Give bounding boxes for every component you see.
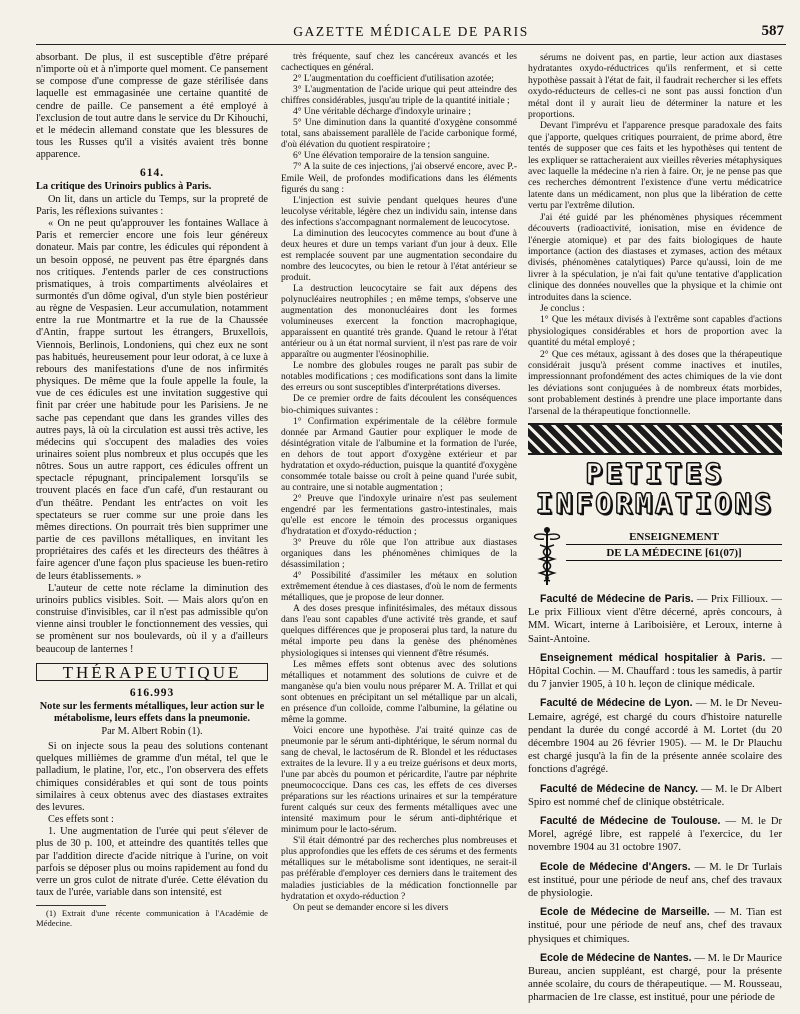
paragraph: On lit, dans un article du Temps, sur la propreté de Paris, les réflexions suivantes : xyxy=(36,193,268,217)
info-item xyxy=(528,652,782,692)
info-item xyxy=(528,815,782,855)
info-text: — M. le Dr Turlais est institué, pour une période de neuf ans, chef des travaux de physiologie. xyxy=(528,861,782,900)
banner-title-line2: INFORMATIONS xyxy=(535,487,775,520)
paragraph: De ce premier ordre de faits découlent les conséquences bio-chimiques suivantes : xyxy=(281,394,517,416)
info-heading: Faculté de Médecine de Toulouse. xyxy=(540,815,721,828)
paragraph: 1° Confirmation expérimentale de la célèbre formule donnée par Armand Gautier pour expliquer le mode de désintégration vitale de l'albumine et la formation de l'urée, en dehors de tout apport d'oxygène extérieur et par hydratation et oxydo-réduction, puisque la quantité d'oxygène consommée totale baisse ou croît à peine quand l'urée subit, au contraire, une si notable augmentation ; xyxy=(281,416,517,493)
paragraph: Je conclus : xyxy=(540,302,585,314)
decorative-border-top xyxy=(528,423,782,455)
paragraph: 3° Preuve du rôle que l'on attribue aux diastases organiques dans les phénomènes chimiques de la désassimilation ; xyxy=(281,538,517,571)
paragraph: sérums ne doivent pas, en partie, leur action aux diastases hydratantes oxydo-réductrices qu'ils renferment, et si cette hypothèse passait à l'état de fait, il faudrait rechercher si les effets oxydo-réducteurs de celles-ci ne sont pas aussi fonction d'un métal dont il y aurait lieu de déterminer la nature et les proportions. xyxy=(528,52,782,121)
info-item xyxy=(528,952,782,1005)
footnote-rule xyxy=(36,905,106,906)
info-text: — Hôpital Cochin. — M. Chauffard : tous les samedis, à partir du 7 janvier 1905, à 10 h. leçon de clinique médicale. xyxy=(528,652,782,691)
paragraph: 4° Une véritable décharge d'indoxyle urinaire ; xyxy=(293,107,471,118)
paragraph: très fréquente, sauf chez les cancéreux avancés et les cachectiques en général. xyxy=(281,52,517,74)
paragraph: 2° L'augmentation du coefficient d'utilisation azotée; xyxy=(293,74,494,85)
section-heading: La critique des Urinoirs publics à Paris. xyxy=(36,180,212,192)
paragraph: Si on injecte sous la peau des solutions contenant quelques millièmes de gramme d'un métal, tel que le palladium, le platine, l'or, etc., l'on observera des effets chimiques considérables et qui sont de tous points similaires à ceux obtenus avec des diastases extraites des levures. xyxy=(36,741,268,813)
banner-title-line1: PETITES xyxy=(585,457,725,490)
paragraph: 6° Une élévation temporaire de la tension sanguine. xyxy=(293,151,490,162)
paragraph: « On ne peut qu'approuver les fontaines Wallace à Paris et remercier encore une fois leur généreux donateur. Mais par contre, les édicules qui répondent à un besoin opposé, ne peuvent pas être épargnés dans nos critiques. J'entends parler de ces constructions prismatiques, à trois compartiments alvéolaires et surmontés d'un dôme ogival, d'un style bien postérieur au règne de Vespasien. Leur accumulation, notamment entre la rue Montmartre et la rue de la Chaussée d'Antin, frappe surtout les étrangers, Bruxellois, Viennois, Berlinois, Londoniens, qui chez eux ne sont pas habitués, heureusement pour leur odorat, à ce luxe à rebours des manifestations d'une de nos infirmités physiques. De même que la foule appelle la foule, la vue de ces édicules est une invitation suggestive qui finit par créer une habitude pour les Parisiens. Je ne sache pas cependant que dans les grandes villes des autres pays, là où la circulation est aussi très active, les médecins qui s'occupent des maladies des voies urinaires soient plus nombreux et plus occupés que les nôtres. Sous un autre rapport, ces édicules offrent un spectacle répugnant, principalement lorsqu'ils se trouvent placés en face d'un café, d'un restaurant ou d'un théâtre. Pendant les entr'actes on voit les spectateurs se ruer comme sur une proie dans les mêmes directions. On pourrait très bien supprimer une partie de ces pavillons métalliques, en invitant les propriétaires des cafés et les directeurs des théâtres à faire agencer d'une façon plus spacieuse les buen-retiro de leurs établissements. » xyxy=(36,218,268,582)
caduceus-icon xyxy=(528,525,566,587)
enseignement-title xyxy=(566,525,782,561)
page-header xyxy=(36,22,786,45)
paragraph: Les mêmes effets sont obtenus avec des solutions métalliques et notamment des solutions de cuivre et de manganèse qu'a bien voulu nous préparer M. A. Trillat et qui sont obtenues en précipitant un sel métallique par un alcali, en présence d'un colloïde, comme l'albumine, la gélatine ou même la gomme. xyxy=(281,659,517,725)
paragraph: Ces effets sont : xyxy=(48,814,114,826)
info-heading: Ecole de Médecine de Marseille. xyxy=(540,906,710,919)
info-heading: Faculté de Médecine de Paris. xyxy=(540,593,694,605)
info-text: — M. le Dr Neveu-Lemaire, agrégé, est chargé du cours d'histoire naturelle pendant la durée du congé accordé à M. Lortet (du 20 décembre 1904 au 26 février 1905). — M. le Dr Plauchu est chargé jusqu'à la fin de la présente année scolaire des fonctions d'agrégé. xyxy=(528,698,782,776)
info-text: — M. le Dr Morel, agrégé libre, est rappelé à l'exercice, du 1er novembre 1904 au 31 octobre 1907. xyxy=(528,816,782,854)
paragraph: La destruction leucocytaire se fait aux dépens des polynucléaires neutrophiles ; en même temps, s'observe une augmentation des mononucléaires dont les formes volumineuses exercent la fonction macrophagique, apparaissent en quantité très grande. Quand le retour à l'état antérieur ou à un état normal survient, il n'est pas rare de voir apparaître ou augmenter l'éosinophilie. xyxy=(281,283,517,361)
paragraph: A des doses presque infinitésimales, des métaux dissous dans l'eau sont capables d'une activité très grande, et sauf quelques différences que je proposerai plus tard, la nature du métal importe peu dans la genèse des phénomènes physiologiques si intenses qui viennent d'être résumés. xyxy=(281,604,517,659)
section-number: 614. xyxy=(139,167,165,180)
info-item xyxy=(528,906,782,946)
paragraph: Le nombre des globules rouges ne paraît pas subir de notables modifications ; ces modifications sont dans la limite des erreurs ou sont susceptibles d'interprétations diverses. xyxy=(281,361,517,394)
paragraph: J'ai été guidé par les phénomènes physiques récemment découverts (radioactivité, ionisation, mise en évidence de l'énergie atomique) et par des faits biologiques de haute importance (action des diastases et zymases, action des métaux divisés, phénomènes catalytiques) Parce qu'aussi, loin de me livrer à la spéculation, je n'ai fait qu'une tentative d'application clinique des données nouvelles que la physique et la chimie ont introduites dans la science. xyxy=(528,211,782,303)
enseignement-line1: ENSEIGNEMENT xyxy=(566,531,782,545)
article-continuation xyxy=(528,52,782,417)
page-number: 587 xyxy=(761,23,784,39)
column-right xyxy=(528,52,782,1008)
enseignement-header xyxy=(528,525,782,587)
article-title: Note sur les ferments métalliques, leur action sur le métabolisme, leurs effets dans la pneumonie. xyxy=(39,700,265,724)
info-heading: Enseignement médical hospitalier à Paris. xyxy=(540,651,766,664)
paragraph: S'il était démontré par des recherches plus nombreuses et plus approfondies que les effets de ces sérums et des ferments métalliques sur le métabolisme sont identiques, ne serait-il pas préférable d'employer ces derniers dans le traitement des maladies justiciables de la médication fonctionnelle par hydratation et oxydo-réduction ? xyxy=(281,836,517,902)
paragraph: Devant l'imprévu et l'apparence presque paradoxale des faits que j'apporte, quelques critiques pourraient, de prime abord, être tentés de supposer que ces faits et les hypothèses qui tentent de les expliquer se rattacheraient aux vieilles rêveries métaphysiques avec laquelle la médecine n'a rien à faire. Or, je ne pense pas que ces recherches démontrent l'existence d'une vertu médicatrice latente dans un médicament, non plus que la libération de cette vertu par l'extrême dilution. xyxy=(528,120,782,212)
info-heading: Faculté de Médecine de Lyon. xyxy=(540,697,693,710)
paragraph: 1. Une augmentation de l'urée qui peut s'élever de plus de 30 p. 100, et atteindre des quantités telles que par l'addition directe d'acide nitrique à l'urine, on voit parfois se déposer plus ou moins rapidement au fond du verre un gros culot de nitrate d'urée. Cette élévation du taux de l'urée, variable dans son intensité, est xyxy=(36,826,268,898)
info-item xyxy=(528,861,782,901)
footnote: (1) Extrait d'une récente communication à l'Académie de Médecine. xyxy=(36,908,268,929)
info-heading: Faculté de Médecine de Nancy. xyxy=(540,782,699,795)
info-heading: Ecole de Médecine de Nantes. xyxy=(540,951,692,964)
info-text: — Prix Fillioux. — Le prix Fillioux vient d'être décerné, après concours, à MM. Wicart, interne à Lariboisière, et Leroux, interne à Saint-Antoine. xyxy=(528,594,782,645)
info-item xyxy=(528,593,782,646)
article-number: 616.993 xyxy=(129,686,175,699)
paragraph: La diminution des leucocytes commence au bout d'une à deux heures et dure un temps variant d'un jour à deux. Elle est remplacée souvent par une augmentation secondaire du nombre des leucocytes, ou bien le retour à l'état antérieur se produit. xyxy=(281,228,517,283)
article-author: Par M. Albert Robin (1). xyxy=(101,725,203,737)
rubric-box: THÉRAPEUTIQUE xyxy=(36,663,268,681)
info-text: — M. le Dr Maurice Bureau, ancien suppléant, est chargé, pour la présente année scolaire, du cours de thérapeutique. — M. Rousseau, pharmacien de 1re classe, est institué, pour une période de xyxy=(528,952,782,1004)
paragraph: 4° Possibilité d'assimiler les métaux en solution extrêmement étendue à ces diastases, d'où le nom de ferments métalliques, que je propose de leur donner. xyxy=(281,571,517,604)
paragraph: Voici encore une hypothèse. J'ai traité quinze cas de pneumonie par le sérum anti-diphtérique, le sérum normal du sang de cheval, le lactosérum de R. Blondel et les réductases extraites de la levure. Il y a eu treize guérisons et deux morts, l'une par abcès du poumon et péricardite, l'autre par néphrite pneumococcique. Dans ces cas, les effets de ces diverses préparations sur les réactions urinaires et sur la température furent calqués sur ceux des ferments métalliques avec une intensité maximum pour le sérum anti-diphtérique et minimum pour le lacto-sérum. xyxy=(281,725,517,836)
paragraph: 1° Que les métaux divisés à l'extrême sont capables d'actions physiologiques considérables et hors de proportion avec la quantité du métal employé ; xyxy=(528,314,782,349)
journal-title: GAZETTE MÉDICALE DE PARIS xyxy=(293,24,529,39)
info-text: — M. le Dr Albert Spiro est nommé chef de clinique obstétricale. xyxy=(528,783,782,808)
paragraph: On peut se demander encore si les divers xyxy=(293,902,449,913)
column-middle xyxy=(281,52,517,1008)
enseignement-line2: DE LA MÉDECINE [61(07)] xyxy=(566,545,782,561)
paragraph: 2° Que ces métaux, agissant à des doses que la thérapeutique considérait jusqu'à présent comme inactives et inutiles, impressionnant profondément des actes chimiques de la vie dont les déviations sont conjuguées à de nombreux états morbides, sont probablement destinés à prendre une place importante dans l'arsenal de la thérapeutique fonctionnelle. xyxy=(528,348,782,417)
column-left xyxy=(36,52,268,1008)
info-item xyxy=(528,697,782,776)
paragraph: 5° Une diminution dans la quantité d'oxygène consommé total, sans abaissement parallèle de l'acide carbonique formé, d'où élévation du quotient respiratoire ; xyxy=(281,118,517,151)
paragraph: 7° A la suite de ces injections, j'ai observé encore, avec P.-Emile Weil, de profondes modifications dans les éléments figurés du sang : xyxy=(281,162,517,195)
paragraph: 3° L'augmentation de l'acide urique qui peut atteindre des chiffres considérables, jusqu'au triple de la quantité initiale ; xyxy=(281,85,517,107)
paragraph: absorbant. De plus, il est susceptible d'être préparé n'importe où et à n'importe quel moment. Ce pansement se compose d'une compresse de gaze stérilisée dans laquelle est emmagasinée une certaine quantité de cendre de paille. Ce pansement a été employé à l'exclusion de tout autre dans le service du Dr Kihouchi, et le médecin allemand constate que les blessures de tous les Russes qu'il a visités avaient très bonne apparence. xyxy=(36,52,268,161)
paragraph: L'injection est suivie pendant quelques heures d'une leucolyse véritable, légère chez un individu sain, intense dans des infections s'accompagnant normalement de leucocytose. xyxy=(281,195,517,228)
info-item xyxy=(528,783,782,809)
info-text: — M. Tian est institué, pour une période de neuf ans, chef des travaux physiques et chimiques. xyxy=(528,907,782,945)
paragraph: 2° Preuve que l'indoxyle urinaire n'est pas seulement engendré par les fermentations gastro-intestinales, mais qu'elle est encore le témoin des processus organiques d'hydratation et d'oxydo-réduction ; xyxy=(281,493,517,538)
paragraph: L'auteur de cette note réclame la diminution des urinoirs publics visibles. Soit. — Mais alors qu'on en construise d'invisibles, car il n'est pas admissible qu'on vienne ainsi troubler le fonctionnement des vessies, qui se promènent sur nos boulevards, où il y a d'ailleurs beaucoup de lanternes ! xyxy=(36,582,268,655)
info-heading: Ecole de Médecine d'Angers. xyxy=(540,860,691,873)
